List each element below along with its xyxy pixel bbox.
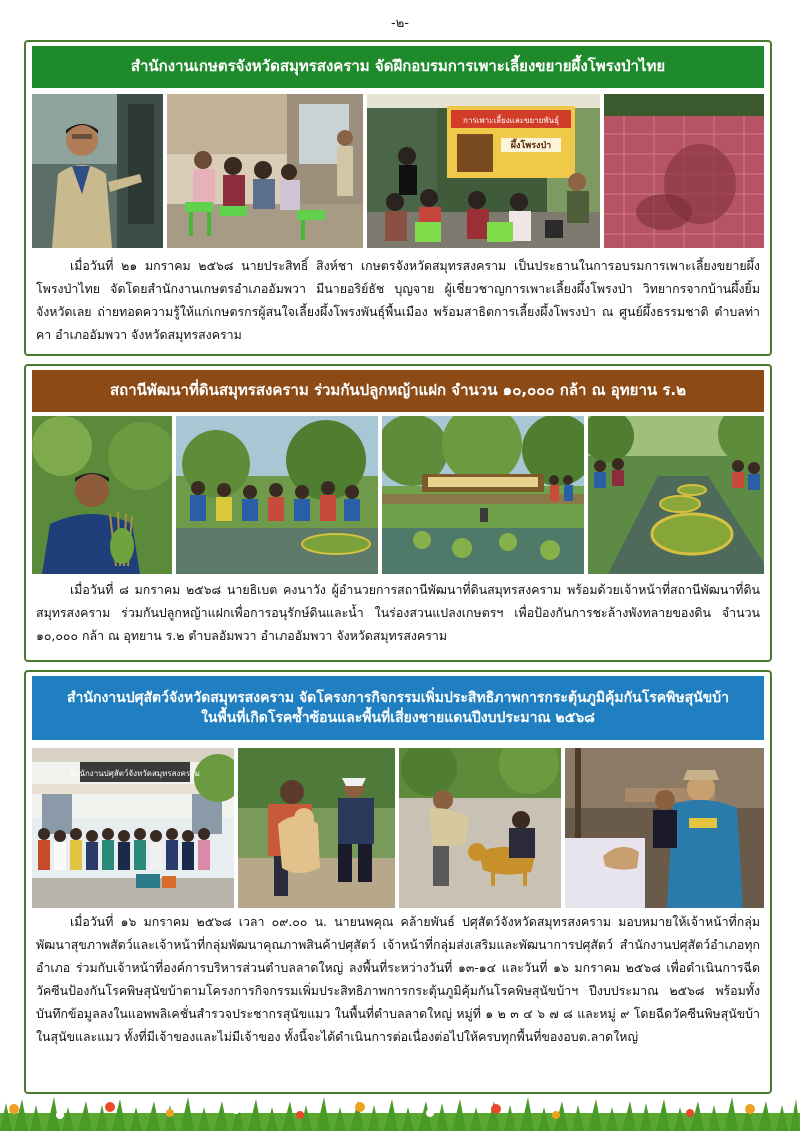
section-land-development-vetiver [24,364,772,662]
photo-director-vetiver [32,416,172,574]
section3-body [36,910,760,1048]
photo-speaker-presenting [32,94,163,248]
grass-flowers-icon [0,1095,800,1131]
photo-livestock-office-group [32,748,234,908]
photo-lotus-pond [588,416,764,574]
photo-staff-group-pond [176,416,378,574]
photo-cat-vaccination-house [565,748,764,908]
section-livestock-rabies-vaccination [24,670,772,1094]
photo-banner-sign-2: ผึ้งโพรงป่า [510,141,552,151]
photo-bee-net [604,94,764,248]
section1-text: เมื่อวันที่ ๒๑ มกราคม ๒๕๖๘ นายประสิทธิ์ สิงห์ชา เกษตรจังหวัดสมุทรสงคราม เป็นประธานในการอบรมการเพาะเลี้ยงขยายผึ้งโพรงป่าไทย จัดโดยสำนักงานเกษตรอำเภออัมพวา มีนายอริย์ธัช บุญจาย ผู้เชี่ยวชาญการเพาะเลี้ยงผึ้งโพรงป่า วิทยากรจากบ้านผึ้งยิ้ม จังหวัดเลย ถ่ายทอดความรู้ให้แก่เกษตรกรผู้สนใจเลี้ยงผึ้งโพรงพันธุ์พื้นเมือง พร้อมสาธิตการเลี้ยงผึ้งโพรงป่า ณ ศูนย์ผึ้งธรรมชาติ ตำบลท่าคา อำเภออัมพวา จังหวัดสมุทรสงคราม [36,258,760,342]
section2-banner [32,370,764,412]
section3-title-line2: ในพื้นที่เกิดโรคซ้ำซ้อนและพื้นที่เสี่ยงชายแดนปีงบประมาณ ๒๕๖๘ [201,710,595,726]
photo-park-entrance-sign [382,416,584,574]
section1-title: สำนักงานเกษตรจังหวัดสมุทรสงคราม จัดฝึกอบรมการเพาะเลี้ยงขยายผึ้งโพรงป่าไทย [130,57,666,76]
photo-banner-sign: การเพาะเลี้ยงและขยายพันธุ์ [463,116,559,125]
photo-dog-vaccination-ground [399,748,561,908]
section1-photo-row [32,94,764,248]
photo-audience-seated [167,94,363,248]
section2-text: เมื่อวันที่ ๘ มกราคม ๒๕๖๘ นายธิเบต คงนาวัง ผู้อำนวยการสถานีพัฒนาที่ดินสมุทรสงคราม พร้อมด้วยเจ้าหน้าที่สถานีพัฒนาที่ดินสมุทรสงคราม ร่วมกันปลูกหญ้าแฝกเพื่อการอนุรักษ์ดินและน้ำ ในร่องสวนแปลงเกษตรฯ เพื่อป้องกันการชะล้างพังทลายของดิน จำนวน ๑๐,๐๐๐ กล้า ณ อุทยาน ร.๒ ตำบลอัมพวา อำเภออัมพวา จังหวัดสมุทรสงคราม [36,582,760,643]
section2-title: สถานีพัฒนาที่ดินสมุทรสงคราม ร่วมกันปลูกหญ้าแฝก จำนวน ๑๐,๐๐๐ กล้า ณ อุทยาน ร.๒ [109,381,687,400]
section1-body [36,254,760,346]
section1-banner [32,46,764,88]
section3-photo-row [32,748,764,908]
photo-training-banner [367,94,600,248]
photo-dog-held-vaccination [238,748,395,908]
section3-banner [32,676,764,740]
footer-grass-decoration [0,1095,800,1131]
section3-title-line1: สำนักงานปศุสัตว์จังหวัดสมุทรสงคราม จัดโครงการกิจกรรมเพิ่มประสิทธิภาพการกระตุ้นภูมิคุ้มกันโรคพิษสุนัขบ้า [66,689,729,706]
section2-photo-row [32,416,764,574]
office-sign: สำนักงานปศุสัตว์จังหวัดสมุทรสงคราม [70,769,200,778]
page-number: -๒- [391,16,409,31]
section3-text: เมื่อวันที่ ๑๖ มกราคม ๒๕๖๘ เวลา ๐๙.๐๐ น. นายนพคุณ คล้ายพันธ์ ปศุสัตว์จังหวัดสมุทรสงคราม มอบหมายให้เจ้าหน้าที่กลุ่มพัฒนาสุขภาพสัตว์และเจ้าหน้าที่กลุ่มพัฒนาคุณภาพสินค้าปศุสัตว์ เจ้าหน้าที่กลุ่มส่งเสริมและพัฒนาการปศุสัตว์ สำนักงานปศุสัตว์อำเภอทุกอำเภอ ร่วมกับเจ้าหน้าที่องค์การบริหารส่วนตำบลลาดใหญ่ ลงพื้นที่ระหว่างวันที่ ๑๓-๑๔ และวันที่ ๑๖ มกราคม ๒๕๖๘ เพื่อดำเนินการฉีดวัคซีนป้องกันโรคพิษสุนัขบ้าตามโครงการกิจกรรมเพิ่มประสิทธิภาพการกระตุ้นภูมิคุ้มกันโรคพิษสุนัขบ้าฯ ปีงบประมาณ ๒๕๖๘ พร้อมทั้งบันทึกข้อมูลลงในแอพพลิเคชั่นสำรวจประชากรสุนัขแมว ในพื้นที่ตำบลลาดใหญ่ หมู่ที่ ๑ ๒ ๓ ๔ ๖ ๗ ๘ และหมู่ ๙ โดยฉีดวัคซีนพิษสุนัขบ้าในสุนัขและแมว ทั้งที่มีเจ้าของและไม่มีเจ้าของ ทั้งนี้จะได้ดำเนินการต่อเนื่องต่อไปให้ครบทุกพื้นที่ของอบต.ลาดใหญ่ [36,914,760,1044]
section2-body [36,578,760,647]
section-agriculture-bee-training [24,40,772,356]
